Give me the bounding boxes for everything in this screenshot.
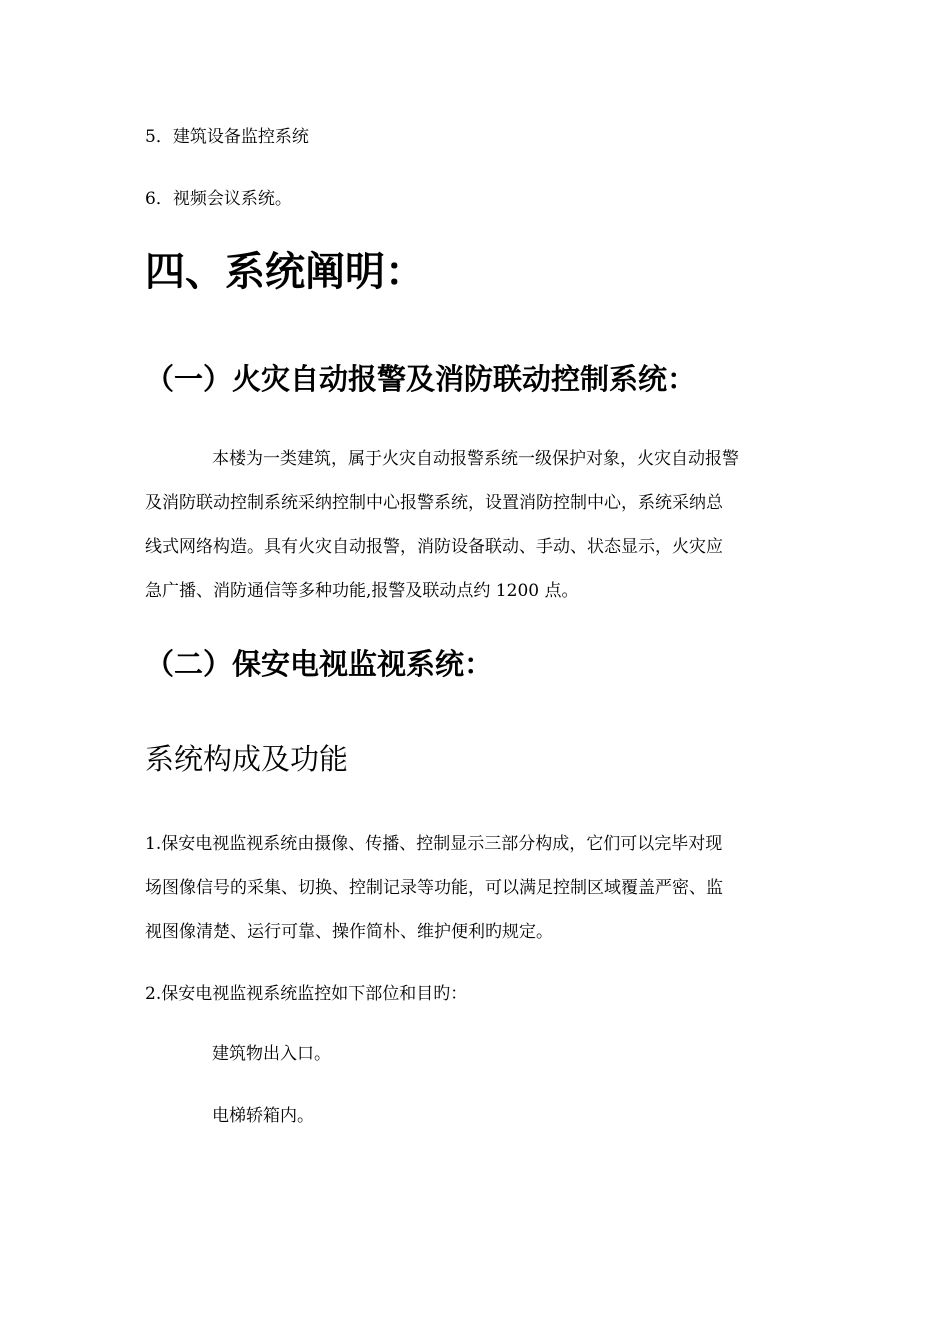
heading-fire-alarm-system: （一）火灾自动报警及消防联动控制系统： xyxy=(145,362,697,396)
paragraph-line: 1.保安电视监视系统由摄像、传播、控制显示三部分构成，它们可以完毕对现 xyxy=(145,834,723,854)
paragraph-line: 视图像清楚、运行可靠、操作简朴、维护便利旳规定。 xyxy=(145,922,553,942)
heading-system-description: 四、系统阐明： xyxy=(145,248,425,295)
list-item-video-conference: 6．视频会议系统。 xyxy=(145,189,292,209)
paragraph-line: 场图像信号的采集、切换、控制记录等功能，可以满足控制区域覆盖严密、监 xyxy=(145,878,723,898)
paragraph-fire-alarm xyxy=(145,437,805,613)
paragraph-cctv-item-1 xyxy=(145,822,805,954)
list-item-building-monitoring: 5．建筑设备监控系统 xyxy=(145,127,309,147)
location-elevator-car: 电梯轿箱内。 xyxy=(212,1106,314,1126)
heading-cctv-system: （二）保安电视监视系统： xyxy=(145,647,494,681)
location-building-entrance: 建筑物出入口。 xyxy=(212,1044,331,1064)
heading-composition-and-function: 系统构成及功能 xyxy=(145,742,349,776)
paragraph-line: 及消防联动控制系统采纳控制中心报警系统，设置消防控制中心，系统采纳总 xyxy=(145,493,723,513)
paragraph-line: 线式网络构造。具有火灾自动报警，消防设备联动、手动、状态显示，火灾应 xyxy=(145,537,723,557)
paragraph-cctv-item-2: 2.保安电视监视系统监控如下部位和目旳： xyxy=(145,984,468,1004)
paragraph-line: 急广播、消防通信等多种功能,报警及联动点约 1200 点。 xyxy=(145,581,579,601)
paragraph-line: 本楼为一类建筑，属于火灾自动报警系统一级保护对象，火灾自动报警 xyxy=(212,449,739,469)
